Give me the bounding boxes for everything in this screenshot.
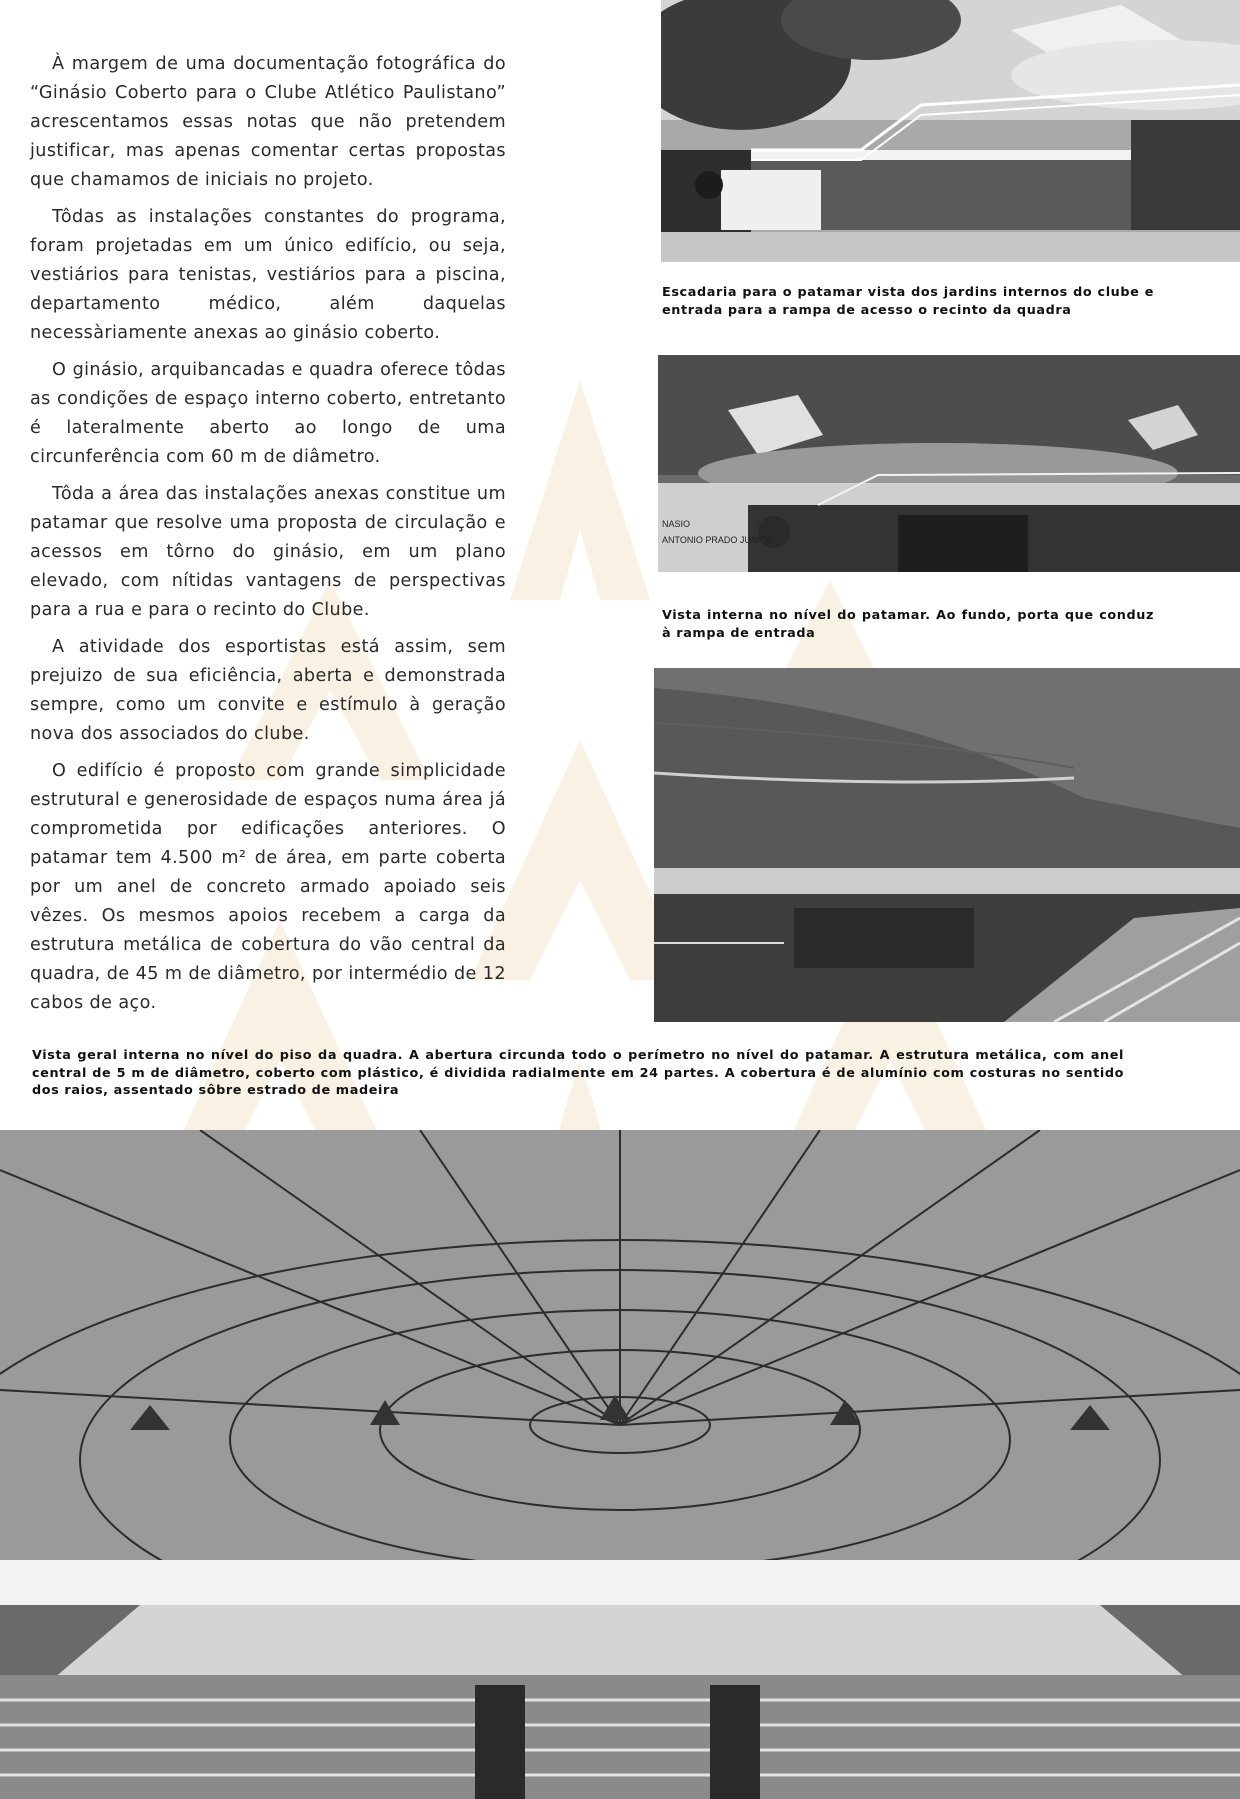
article-body	[30, 50, 506, 1026]
caption-photo-1: Escadaria para o patamar vista dos jardins internos do clube e entrada para a rampa de acesso o recinto da quadra	[662, 285, 1154, 318]
article-paragraph: Tôdas as instalações constantes do programa, foram projetadas em um único edifício, ou seja, vestiários para tenistas, vestiários para a piscina, departamento médico, além daquelas necessàriamente anexas ao ginásio coberto.	[30, 207, 506, 343]
photo-exterior-staircase	[661, 0, 1240, 262]
article-paragraph: Tôda a área das instalações anexas constitue um patamar que resolve uma proposta de circulação e acessos em tôrno do ginásio, em um plano elevado, com nítidas vantagens de perspectivas para a rua e para o recinto do Clube.	[30, 484, 506, 620]
article-paragraph: À margem de uma documentação fotográfica do “Ginásio Coberto para o Clube Atlético Paulistano” acrescentamos essas notas que não pretendem justificar, mas apenas comentar certas propostas que chamamos de iniciais no projeto.	[30, 54, 506, 190]
caption-photo-2: Vista interna no nível do patamar. Ao fundo, porta que conduz à rampa de entrada	[662, 608, 1154, 641]
article-paragraph: O ginásio, arquibancadas e quadra oferece tôdas as condições de espaço interno coberto, entretanto é lateralmente aberto ao longo de uma circunferência com 60 m de diâmetro.	[30, 360, 506, 467]
article-paragraph: O edifício é proposto com grande simplicidade estrutural e generosidade de espaços numa área já comprometida por edificações anteriores. O patamar tem 4.500 m² de área, em parte coberta por um anel de concreto armado apoiado seis vêzes. Os mesmos apoios recebem a carga da estrutura metálica de cobertura do vão central da quadra, de 45 m de diâmetro, por intermédio de 12 cabos de aço.	[30, 761, 506, 1013]
sign-text: NASIO	[662, 519, 691, 529]
sign-text: ANTONIO PRADO JUNIOR	[662, 535, 774, 545]
caption-photo-4: Vista geral interna no nível do piso da quadra. A abertura circunda todo o perímetro no nível do patamar. A estrutura metálica, com anel central de 5 m de diâmetro, coberto com plástico, é dividida radialmente em 24 partes. A cobertura é de alumínio com costuras no sentido dos raios, assentado sôbre estrado de madeira	[32, 1048, 1124, 1098]
photo-patamar-level	[658, 355, 1240, 572]
article-paragraph: A atividade dos esportistas está assim, sem prejuizo de sua eficiência, aberta e demonstrada sempre, como um convite e estímulo à geração nova dos associados do clube.	[30, 637, 506, 744]
photo-interior-dome	[0, 1130, 1240, 1799]
photo-interior-upper	[654, 668, 1240, 1022]
